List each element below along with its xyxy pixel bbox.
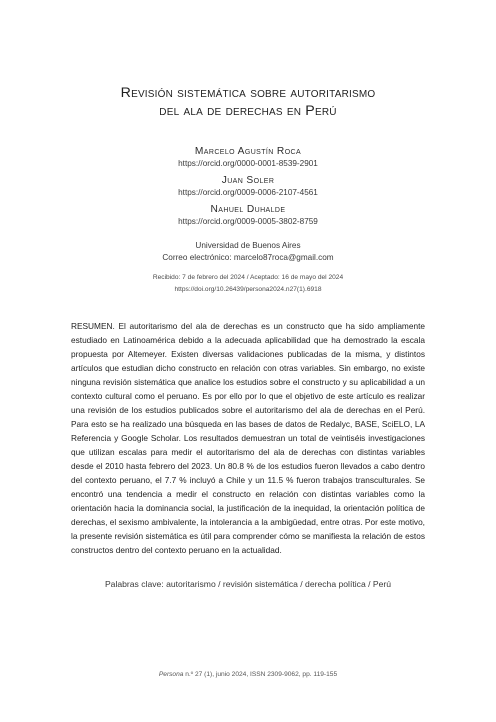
email[interactable]: Correo electrónico: marcelo87roca@gmail.com — [162, 253, 334, 262]
author-name: Marcelo Agustín Roca — [194, 146, 302, 157]
abstract — [71, 319, 425, 557]
author-name: Juan Soler — [221, 175, 275, 186]
doi-link[interactable]: https://doi.org/10.26439/persona2024.n27(1).6918 — [174, 286, 322, 293]
title-line-1: Revisión sistemática sobre autoritarismo — [120, 85, 376, 101]
journal-name: Persona — [158, 671, 184, 678]
received-accepted-dates: Recibido: 7 de febrero del 2024 / Aceptado: 16 de mayo del 2024 — [152, 274, 344, 281]
affiliation — [0, 240, 496, 264]
keywords: Palabras clave: autoritarismo / revisión sistemática / derecha política / Perú — [104, 579, 392, 589]
university: Universidad de Buenos Aires — [195, 241, 301, 250]
abstract-label: RESUMEN. — [71, 321, 115, 331]
journal-issue-info: n.º 27 (1), junio 2024, ISSN 2309-9062, pp. 119-155 — [183, 671, 338, 678]
author-orcid-link[interactable]: https://orcid.org/0000-0001-8539-2901 — [178, 159, 318, 168]
author-name: Nahuel Duhalde — [210, 204, 286, 215]
title-line-2: del ala de derechas en Perú — [159, 103, 337, 119]
abstract-text: El autoritarismo del ala de derechas es un constructo que ha sido ampliamente estudiado en Latinoamérica debido a la adecuada aplicabilidad que ha demostrado la escala propuesta por Altemeyer. Existen diversas validaciones publicadas de la misma, y distintos artículos que estudian dicho constructo en relación con otras variables. Sin embargo, no existe ninguna revisión sistemática que analice los estudios sobre el constructo y su aplicabilidad a un contexto cultural como el peruano. Es por ello por lo que el objetivo de este artículo es realizar una revisión de los estudios publicados sobre el autoritarismo del ala de derechas en el Perú. Para esto se ha realizado una búsqueda en las bases de datos de Redalyc, BASE, SciELO, LA Referencia y Google Scholar. Los resultados demuestran un total de veintiséis investigaciones que utilizan escalas para medir el autoritarismo del ala de derechas con distintas variables desde el 2010 hasta febrero del 2023. Un 80.8 % de los estudios fueron llevados a cabo dentro del contexto peruano, el 7.7 % incluyó a Chile y un 11.5 % fueron trabajos transculturales. Se encontró una tendencia a medir el constructo en relación con distintas variables como la orientación hacia la dominancia social, la justificación de la inequidad, la orientación política de derechas, el sexismo ambivalente, la intolerancia a la ambigüedad, entre otras. Por este motivo, la presente revisión sistemática es útil para comprender cómo se manifiesta la relación de estos constructos dentro del contexto peruano en la actualidad. — [71, 321, 425, 555]
article-title — [0, 84, 496, 120]
author-orcid-link[interactable]: https://orcid.org/0009-0005-3802-8759 — [178, 217, 318, 226]
page-footer — [0, 670, 496, 680]
article-meta — [0, 272, 496, 296]
author-orcid-link[interactable]: https://orcid.org/0009-0006-2107-4561 — [178, 188, 318, 197]
author-list — [0, 146, 496, 233]
